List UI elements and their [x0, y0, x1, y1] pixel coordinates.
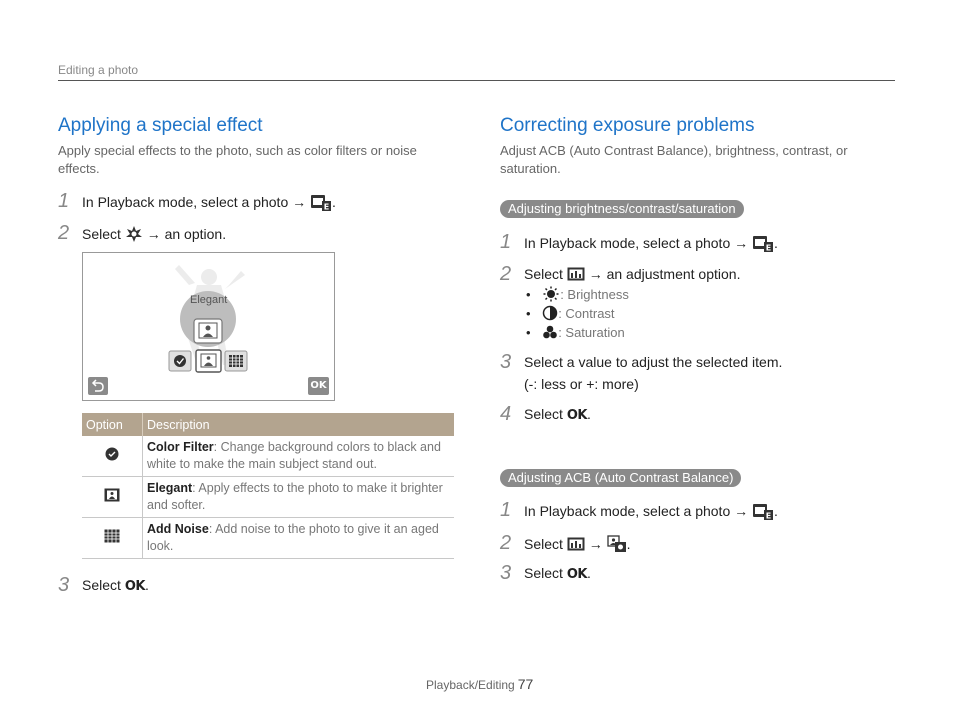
step-label-suffix: → an option. [146, 226, 227, 243]
step-label: Select [524, 536, 563, 553]
step-number: 3 [58, 574, 70, 596]
add-noise-icon [104, 529, 120, 548]
step-label: Select [524, 266, 563, 282]
step-number: 2 [500, 532, 512, 554]
option-description: : Apply effects to the photo to make it brighter and softer. [147, 481, 443, 512]
page-number: 77 [517, 676, 534, 692]
screen-option-label: Elegant [190, 294, 228, 306]
step-text [82, 577, 149, 594]
svg-text:E: E [323, 202, 330, 211]
brightness-icon [542, 286, 560, 305]
option-name: Color Filter [147, 440, 214, 454]
step-arrow: → [588, 536, 603, 553]
step-text: In Playback mode, select a photo → E . [82, 193, 336, 214]
screen-illustration [83, 253, 334, 400]
step-label: Select [524, 565, 563, 581]
subsection-pill-acb: Adjusting ACB (Auto Contrast Balance) [500, 469, 741, 487]
table-cell-description [143, 518, 455, 559]
option-description: : Add noise to the photo to give it an aged look. [147, 522, 439, 553]
acb-icon [607, 535, 627, 556]
right-section-title: Correcting exposure problems [500, 115, 755, 136]
step-number: 2 [58, 222, 70, 244]
table-cell-description [143, 436, 455, 477]
table-cell-icon [82, 436, 143, 477]
step-label: Select [82, 226, 121, 243]
list-item: • : Contrast [526, 305, 615, 324]
step-text: In Playback mode, select a photo → E . [524, 502, 778, 523]
table-row [82, 436, 454, 477]
table-header-description: Description [143, 413, 455, 436]
step-number: 1 [500, 499, 512, 521]
edit-photo-icon [752, 234, 774, 255]
left-intro: Apply special effects to the photo, such as color filters or noise effects. [58, 143, 417, 176]
step-text [82, 225, 226, 246]
table-header-option: Option [82, 413, 143, 436]
step-number: 2 [500, 263, 512, 285]
step-label: Select [524, 406, 563, 422]
table-cell-icon [82, 518, 143, 559]
list-item: • : Brightness [526, 286, 629, 305]
options-table [82, 413, 454, 559]
step-label-suffix: . [144, 577, 149, 593]
step-label-suffix: → an adjustment option. [588, 266, 741, 282]
edit-photo-icon [310, 193, 332, 214]
table-row [82, 518, 454, 559]
step-text [524, 266, 740, 284]
adjust-icon [567, 267, 585, 284]
step-number: 4 [500, 403, 512, 425]
adjust-icon [567, 537, 585, 554]
step-label: Select [82, 577, 121, 593]
left-section-title: Applying a special effect [58, 115, 263, 136]
color-filter-icon [105, 447, 119, 466]
step-label: In Playback mode, select a photo → [524, 235, 749, 252]
step-number: 1 [58, 190, 70, 212]
option-name: Add Noise [147, 522, 209, 536]
step-text: Select a value to adjust the selected item. [524, 354, 783, 370]
special-effect-icon [125, 225, 143, 246]
right-intro: Adjust ACB (Auto Contrast Balance), brightness, contrast, or saturation. [500, 143, 848, 176]
ok-icon: OK [124, 579, 145, 594]
step-label-suffix: . [626, 536, 631, 553]
step-number: 3 [500, 562, 512, 584]
step-label: In Playback mode, select a photo → [524, 503, 749, 520]
step-label-suffix: . [586, 565, 591, 581]
step-label: In Playback mode, select a photo → [82, 194, 307, 211]
screen-ok-button: OK [310, 380, 327, 391]
footer-section: Playback/Editing [426, 678, 515, 692]
option-name: Elegant [147, 481, 193, 495]
list-item: • : Saturation [526, 324, 625, 343]
step-text-continued: (-: less or +: more) [524, 376, 639, 392]
step-number: 1 [500, 231, 512, 253]
ok-icon: OK [566, 567, 587, 582]
step-text: In Playback mode, select a photo → E . [524, 234, 778, 255]
table-row [82, 477, 454, 518]
contrast-icon [542, 305, 558, 324]
step-text [524, 565, 591, 582]
header-rule [58, 80, 895, 81]
svg-text:E: E [765, 243, 772, 252]
step-text [524, 535, 630, 556]
page-footer [426, 676, 533, 692]
elegant-icon [104, 488, 120, 507]
subsection-pill-brightness: Adjusting brightness/contrast/saturation [500, 200, 744, 218]
table-cell-icon [82, 477, 143, 518]
camera-screen [82, 252, 335, 401]
svg-text:E: E [765, 511, 772, 520]
table-cell-description [143, 477, 455, 518]
step-label-suffix: . [586, 406, 591, 422]
step-text [524, 406, 591, 423]
edit-photo-icon [752, 502, 774, 523]
bullet-label: : Brightness [560, 286, 629, 302]
step-number: 3 [500, 351, 512, 373]
bullet-label: : Contrast [558, 305, 615, 321]
saturation-icon [542, 324, 558, 343]
ok-icon: OK [566, 408, 587, 423]
running-header: Editing a photo [58, 63, 139, 77]
option-description: : Change background colors to black and white to make the main subject stand out. [147, 440, 441, 471]
screen-back-button [88, 377, 108, 395]
bullet-label: : Saturation [558, 324, 625, 340]
